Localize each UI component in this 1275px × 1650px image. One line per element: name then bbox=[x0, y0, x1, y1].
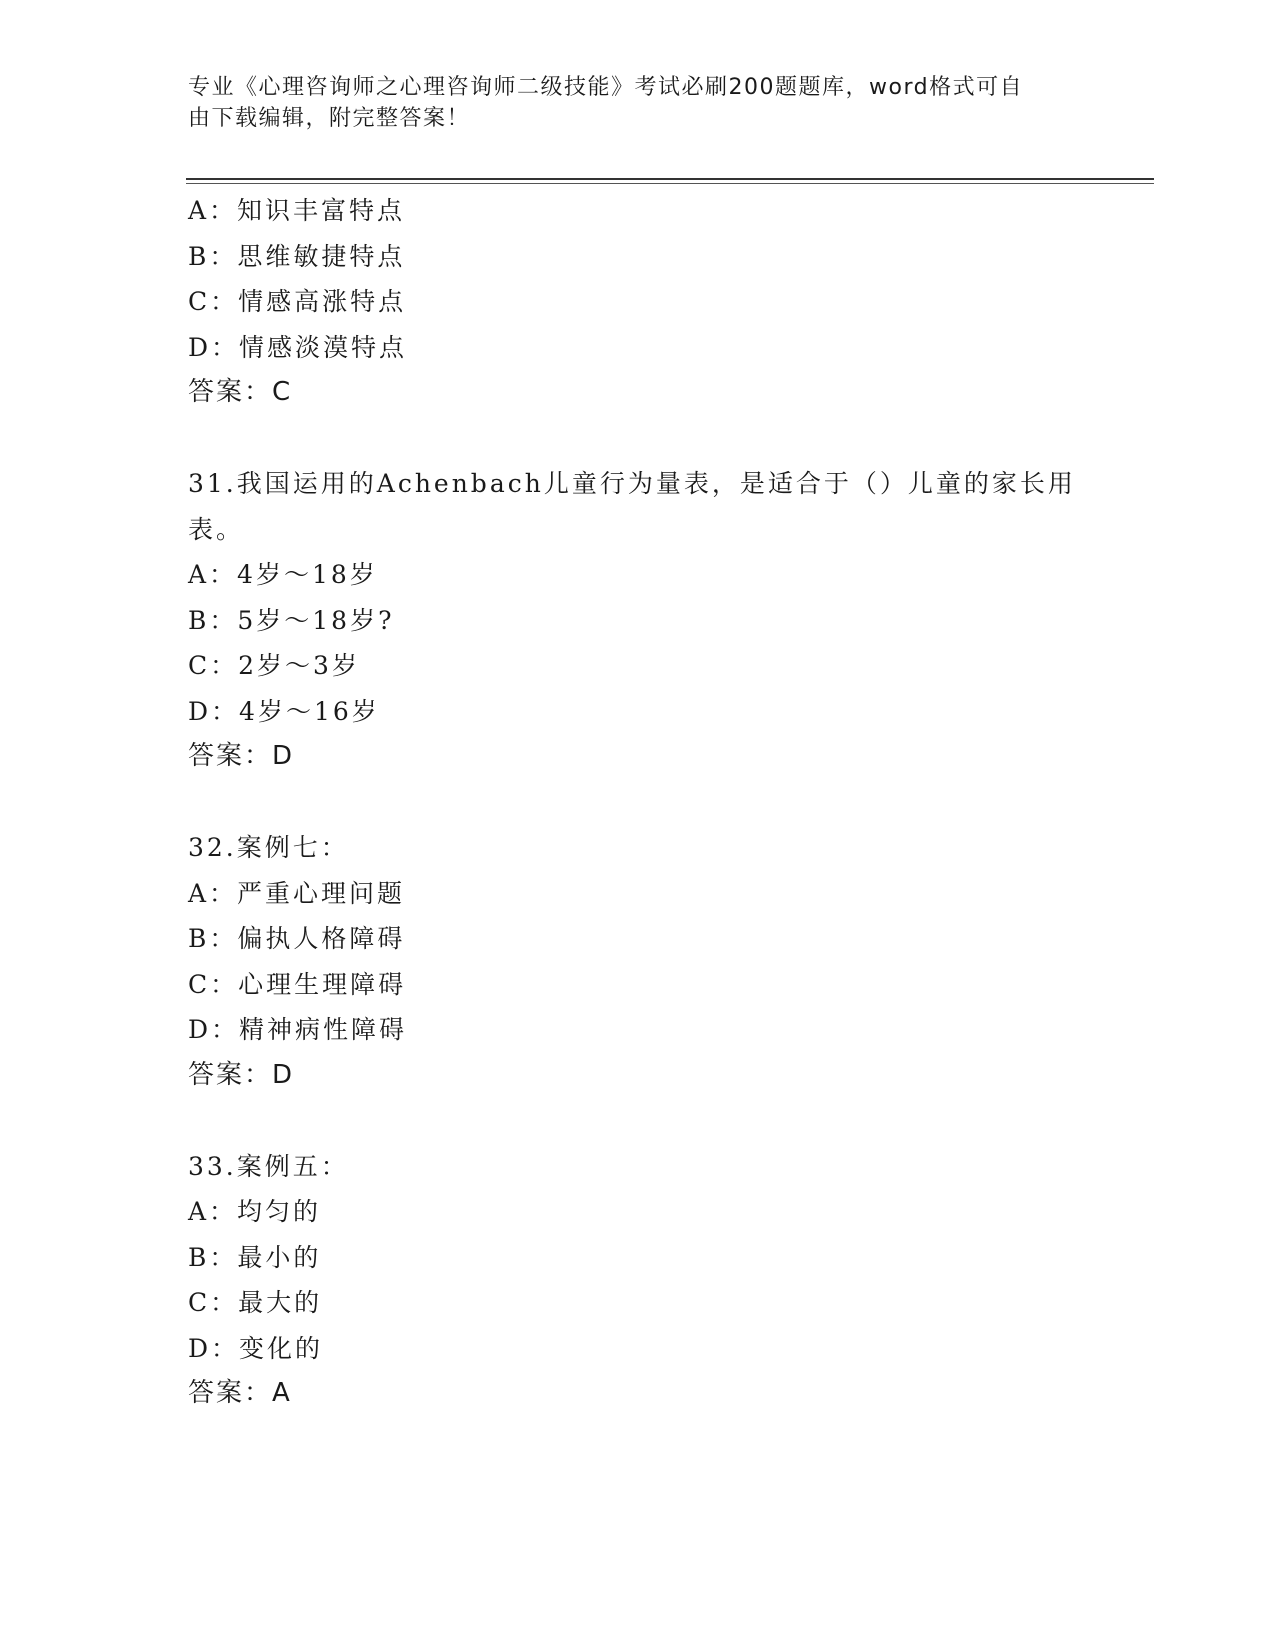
option-c: C：最大的 bbox=[188, 1288, 323, 1317]
answer-line: 答案：D bbox=[188, 741, 295, 771]
option-d: D：4岁～16岁 bbox=[188, 696, 380, 726]
answer-line: 答案：D bbox=[188, 1059, 295, 1090]
option-b: B：偏执人格障碍 bbox=[188, 924, 406, 953]
spacer bbox=[188, 780, 1088, 826]
question-block-33 bbox=[188, 1144, 1088, 1417]
page-header bbox=[188, 72, 1068, 134]
header-title-line-1: 专业《心理咨询师之心理咨询师二级技能》考试必刷200题题库，word格式可自 bbox=[188, 75, 1024, 100]
question-stem: 33.案例五： bbox=[188, 1151, 349, 1181]
question-stem: 32.案例七： bbox=[188, 833, 349, 862]
question-block-30 bbox=[188, 188, 1088, 416]
header-divider-thick bbox=[186, 178, 1154, 180]
question-block-32 bbox=[188, 825, 1088, 1098]
option-c: C：心理生理障碍 bbox=[188, 969, 407, 999]
option-b: B：思维敏捷特点 bbox=[188, 241, 406, 271]
option-d: D：变化的 bbox=[188, 1333, 324, 1363]
spacer bbox=[188, 1098, 1088, 1144]
answer-line: 答案：A bbox=[188, 1378, 292, 1408]
question-stem-continued: 表。 bbox=[188, 514, 245, 544]
option-b: B：最小的 bbox=[188, 1242, 322, 1272]
header-divider-thin bbox=[186, 183, 1154, 184]
question-list bbox=[188, 188, 1088, 1417]
question-block-31 bbox=[188, 461, 1088, 780]
option-c: C：情感高涨特点 bbox=[188, 287, 407, 316]
answer-line: 答案：C bbox=[188, 377, 293, 407]
option-b: B：5岁～18岁? bbox=[188, 605, 395, 635]
option-a: A：知识丰富特点 bbox=[188, 196, 406, 225]
option-d: D：精神病性障碍 bbox=[188, 1015, 408, 1044]
option-a: A：均匀的 bbox=[188, 1197, 322, 1226]
option-c: C：2岁～3岁 bbox=[188, 651, 360, 680]
question-stem: 31.我国运用的Achenbach儿童行为量表，是适合于（）儿童的家长用 bbox=[188, 469, 1076, 498]
option-a: A：严重心理问题 bbox=[188, 878, 406, 908]
spacer bbox=[188, 416, 1088, 462]
header-title-line-2: 由下载编辑，附完整答案！ bbox=[188, 106, 471, 131]
option-a: A：4岁～18岁 bbox=[188, 560, 378, 589]
option-d: D：情感淡漠特点 bbox=[188, 332, 408, 362]
